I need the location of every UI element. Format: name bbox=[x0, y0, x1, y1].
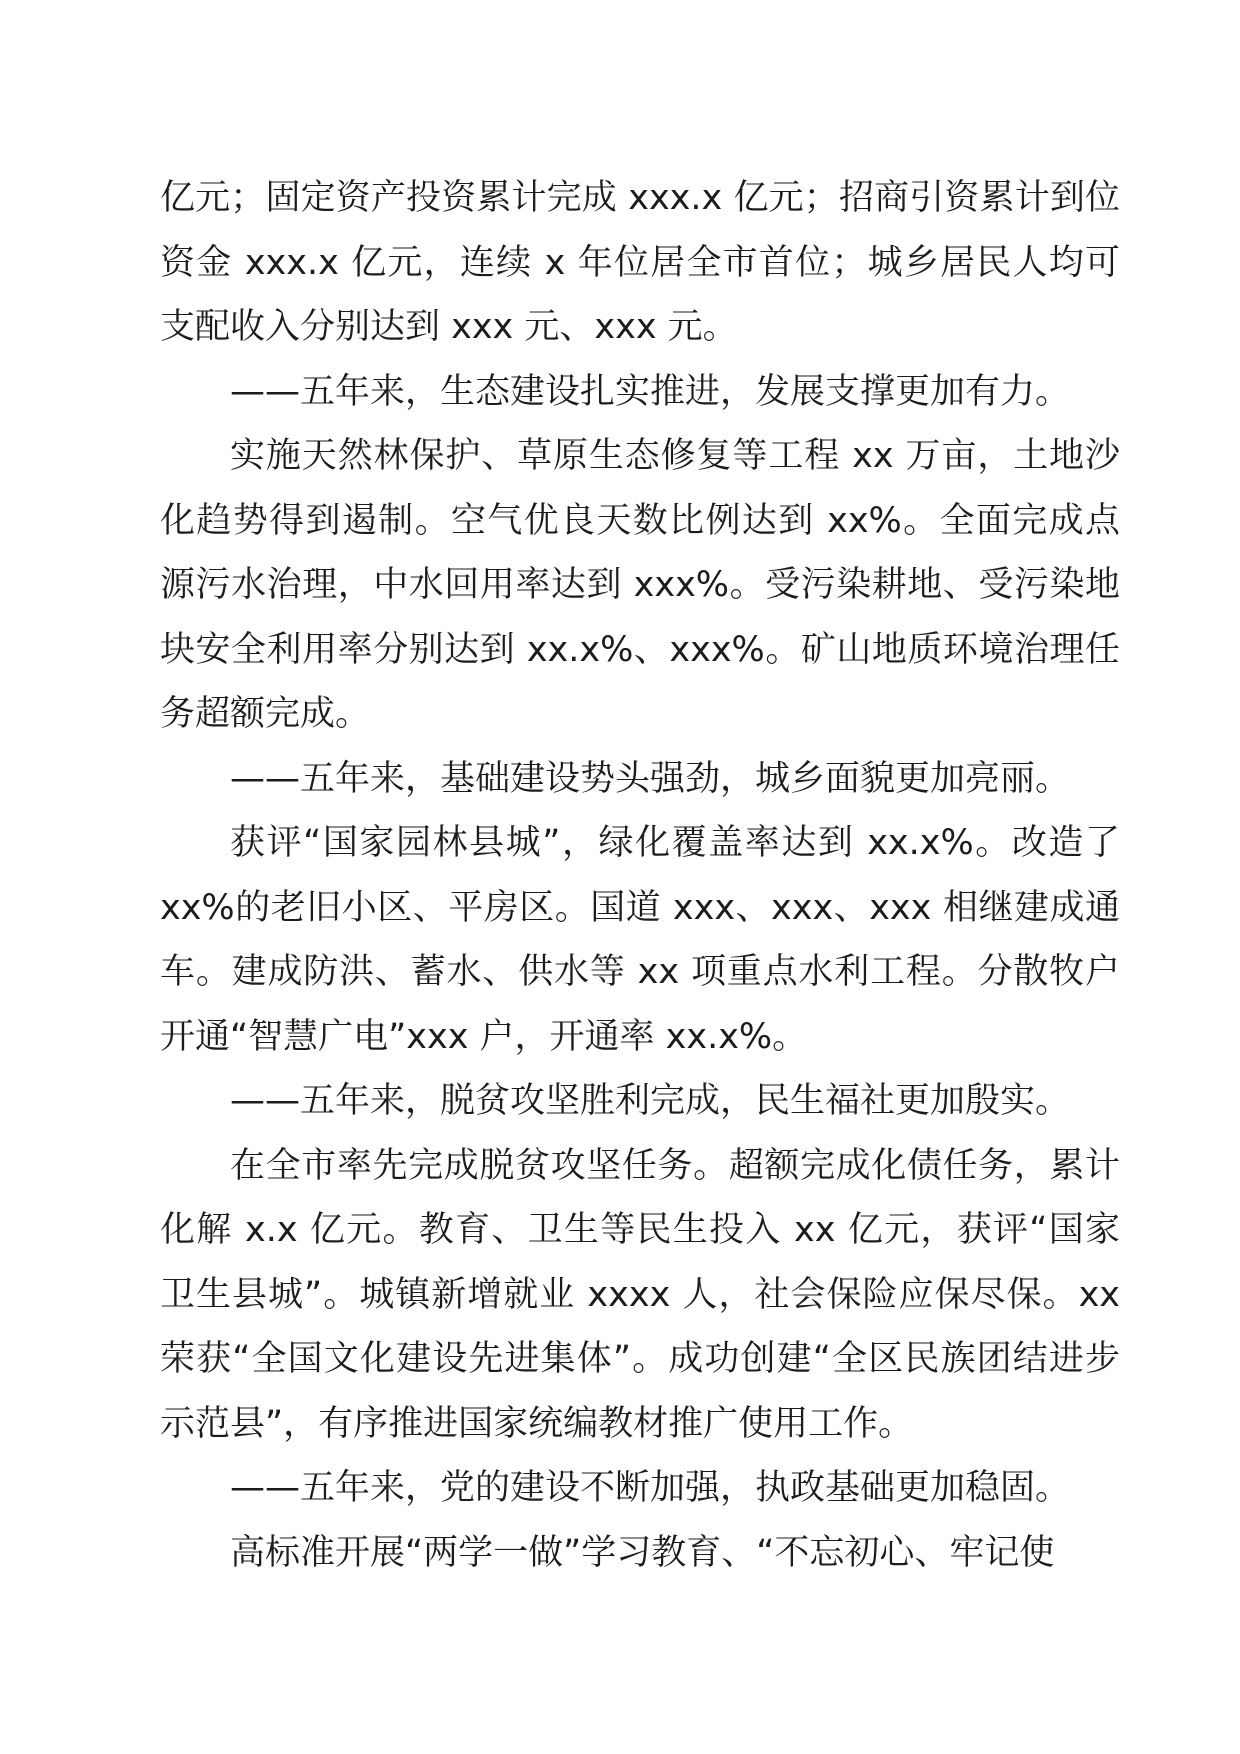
document-body bbox=[160, 166, 1120, 1585]
paragraph-continuation: 亿元；固定资产投资累计完成 xxx.x 亿元；招商引资累计到位资金 xxx.x 亿元，连续 x 年位居全市首位；城乡居民人均可支配收入分别达到 xxx 元、xxx 元。 bbox=[160, 178, 1120, 347]
section-heading-ecology: ——五年来，生态建设扎实推进，发展支撑更加有力。 bbox=[230, 371, 1071, 412]
section-heading-infrastructure: ——五年来，基础建设势头强劲，城乡面貌更加亮丽。 bbox=[230, 758, 1071, 799]
section-heading-poverty: ——五年来，脱贫攻坚胜利完成，民生福社更加殷实。 bbox=[230, 1081, 1071, 1121]
section-heading-party: ——五年来，党的建设不断加强，执政基础更加稳固。 bbox=[230, 1468, 1071, 1508]
paragraph-party: 高标准开展“两学一做”学习教育、“不忘初心、牢记使 bbox=[230, 1532, 1055, 1573]
paragraph-ecology: 实施天然林保护、草原生态修复等工程 xx 万亩，土地沙化趋势得到遏制。空气优良天数比例达到 xx%。全面完成点源污水治理，中水回用率达到 xxx%。受污染耕地、受污染地块安全利用率分别达到 xx.x%、xxx%。矿山地质环境治理任务超额完成。 bbox=[160, 436, 1120, 734]
paragraph-infrastructure: 获评“国家园林县城”，绿化覆盖率达到 xx.x%。改造了 xx%的老旧小区、平房区。国道 xxx、xxx、xxx 相继建成通车。建成防洪、蓄水、供水等 xx 项重点水利工程。分散牧户开通“智慧广电”xxx 户，开通率 xx.x%。 bbox=[160, 823, 1120, 1057]
paragraph-poverty: 在全市率先完成脱贫攻坚任务。超额完成化债任务，累计化解 x.x 亿元。教育、卫生等民生投入 xx 亿元，获评“国家卫生县城”。城镇新增就业 xxxx 人，社会保险应保尽保。xx 荣获“全国文化建设先进集体”。成功创建“全区民族团结进步示范县”，有序推进国家统编教材推广使用工作。 bbox=[160, 1145, 1120, 1444]
